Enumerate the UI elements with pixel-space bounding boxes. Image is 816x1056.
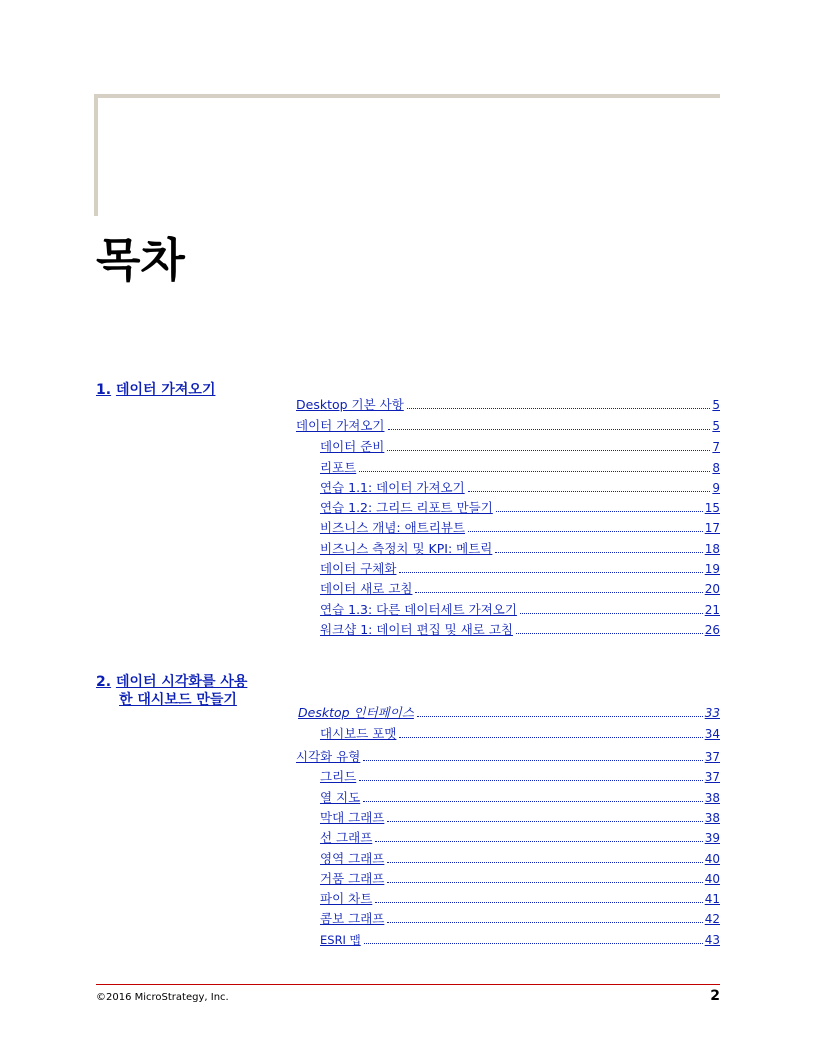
toc-entry-label: 데이터 준비 (320, 439, 385, 454)
page-title: 목차 (96, 233, 185, 287)
toc-entry[interactable] (320, 828, 720, 846)
leader-dots (407, 407, 711, 409)
toc-entry-label: 막대 그래프 (320, 810, 385, 825)
toc-entry[interactable] (320, 437, 720, 455)
toc-entry-label: 대시보드 포맷 (320, 726, 397, 741)
toc-entry[interactable] (320, 498, 720, 516)
toc-entry[interactable] (320, 808, 720, 826)
toc-entry[interactable] (320, 788, 720, 806)
toc-entry-page: 43 (704, 933, 720, 947)
leader-dots (375, 901, 702, 903)
toc-entry-label: 연습 1.1: 데이터 가져오기 (320, 480, 465, 495)
toc-entry[interactable] (320, 930, 720, 948)
leader-dots (399, 736, 702, 738)
toc-entry-label: 열 지도 (320, 790, 361, 805)
chapter-2-heading[interactable] (96, 673, 247, 709)
toc-entry[interactable] (320, 458, 720, 476)
toc-entry[interactable] (320, 539, 720, 557)
toc-entry-page: 18 (704, 542, 720, 556)
toc-entry[interactable] (320, 767, 720, 785)
toc-entry-page: 39 (704, 831, 720, 845)
leader-dots (359, 470, 710, 472)
toc-entry-page: 26 (704, 623, 720, 637)
toc-entry-page: 8 (712, 461, 720, 475)
leader-dots (363, 759, 702, 761)
chapter-2-number: 2. (96, 674, 112, 690)
leader-dots (387, 881, 702, 883)
header-frame-top (94, 94, 720, 98)
toc-entry-label: ESRI 맵 (320, 933, 361, 947)
toc-entry-page: 40 (704, 872, 720, 886)
toc-entry-page: 20 (704, 582, 720, 596)
toc-entry[interactable] (296, 747, 720, 765)
chapter-1-number: 1. (96, 382, 112, 398)
toc-entry-page: 9 (712, 481, 720, 495)
toc-entry[interactable] (320, 478, 720, 496)
footer-rule (96, 984, 720, 985)
toc-entry[interactable] (320, 849, 720, 867)
leader-dots (496, 510, 703, 512)
leader-dots (387, 449, 710, 451)
toc-entry-label: 리포트 (320, 460, 357, 475)
toc-entry-page: 19 (704, 562, 720, 576)
toc-entry-page: 42 (704, 912, 720, 926)
toc-entry[interactable] (320, 579, 720, 597)
toc-entry-label: 데이터 구체화 (320, 561, 397, 576)
leader-dots (364, 942, 703, 944)
toc-entry[interactable] (320, 600, 720, 618)
leader-dots (417, 715, 703, 717)
toc-entry-page: 41 (704, 892, 720, 906)
toc-entry-page: 34 (704, 727, 720, 741)
toc-entry-page: 5 (712, 419, 720, 433)
leader-dots (387, 820, 702, 822)
toc-entry[interactable] (320, 724, 720, 742)
leader-dots (375, 840, 702, 842)
leader-dots (520, 612, 703, 614)
leader-dots (516, 632, 703, 634)
toc-entry-label: 그리드 (320, 769, 357, 784)
toc-entry-label: 연습 1.3: 다른 데이터세트 가져오기 (320, 602, 517, 617)
leader-dots (359, 779, 702, 781)
chapter-1-title: 데이터 가져오기 (115, 382, 216, 398)
toc-entry[interactable] (296, 395, 720, 413)
leader-dots (495, 551, 702, 553)
chapter-2-title-line1: 데이터 시각화를 사용 (115, 674, 248, 690)
footer-copyright: ©2016 MicroStrategy, Inc. (96, 992, 229, 1003)
leader-dots (363, 800, 703, 802)
toc-entry-label: 비즈니스 개념: 애트리뷰트 (320, 520, 465, 535)
toc-entry-page: 33 (704, 706, 720, 720)
toc-entry-page: 17 (704, 521, 720, 535)
toc-entry-label: Desktop 인터페이스 (298, 705, 414, 720)
toc-entry-label: 데이터 새로 고침 (320, 581, 413, 596)
toc-entry-label: 워크샵 1: 데이터 편집 및 새로 고침 (320, 622, 513, 637)
leader-dots (387, 921, 702, 923)
toc-entry-label: 선 그래프 (320, 830, 373, 845)
toc-entry-label: 영역 그래프 (320, 851, 385, 866)
toc-entry[interactable] (298, 703, 720, 721)
leader-dots (399, 571, 702, 573)
toc-entry[interactable] (320, 620, 720, 638)
toc-entry[interactable] (320, 559, 720, 577)
toc-entry-page: 21 (704, 603, 720, 617)
leader-dots (468, 530, 703, 532)
toc-entry-label: Desktop 기본 사항 (296, 397, 404, 412)
toc-entry[interactable] (320, 889, 720, 907)
toc-entry-label: 비즈니스 측정치 및 KPI: 메트릭 (320, 541, 493, 556)
toc-entry[interactable] (296, 416, 720, 434)
toc-entry-page: 40 (704, 852, 720, 866)
leader-dots (387, 861, 702, 863)
toc-entry-label: 연습 1.2: 그리드 리포트 만들기 (320, 500, 493, 515)
toc-entry-page: 5 (712, 398, 720, 412)
toc-entry-page: 7 (712, 440, 720, 454)
toc-entry-label: 파이 차트 (320, 891, 373, 906)
leader-dots (415, 591, 702, 593)
footer-page-number: 2 (710, 988, 720, 1004)
toc-entry-label: 거품 그래프 (320, 871, 385, 886)
toc-entry[interactable] (320, 909, 720, 927)
toc-entry-page: 37 (704, 770, 720, 784)
toc-entry-label: 데이터 가져오기 (296, 418, 385, 433)
toc-entry[interactable] (320, 518, 720, 536)
toc-entry-page: 37 (704, 750, 720, 764)
chapter-2-title-line2: 한 대시보드 만들기 (119, 692, 237, 708)
header-frame-left (94, 94, 98, 216)
leader-dots (388, 428, 711, 430)
leader-dots (468, 490, 711, 492)
toc-entry-page: 15 (704, 501, 720, 515)
toc-entry-label: 콤보 그래프 (320, 911, 385, 926)
chapter-1-heading[interactable] (96, 381, 215, 399)
toc-entry-page: 38 (704, 811, 720, 825)
toc-entry-label: 시각화 유형 (296, 749, 361, 764)
toc-entry-page: 38 (704, 791, 720, 805)
toc-entry[interactable] (320, 869, 720, 887)
